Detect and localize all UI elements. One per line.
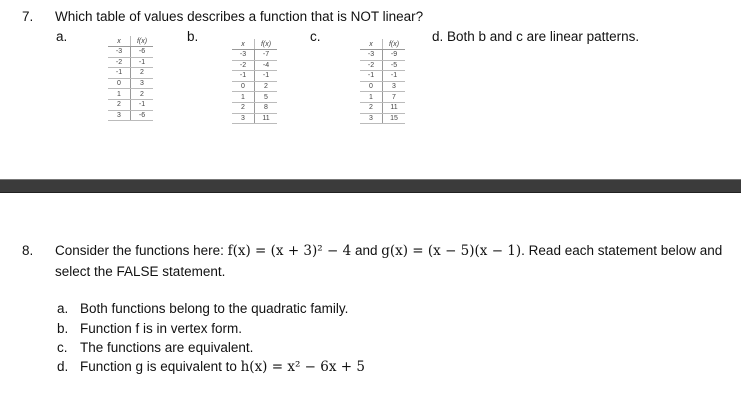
q8-option-d-letter: d. <box>57 359 69 374</box>
table-b-fx-cell: 2 <box>255 81 278 92</box>
q8-option-d-prefix: Function g is equivalent to <box>80 359 241 374</box>
table-c-x-header: x <box>360 39 383 50</box>
q8-f-definition: f(x) = (x + 3)² − 4 <box>227 243 352 259</box>
q8-and: and <box>351 243 382 258</box>
q7-number: 7. <box>22 9 34 24</box>
table-c-fx-cell: -1 <box>383 71 406 82</box>
table-row <box>360 71 405 82</box>
q8-number: 8. <box>22 243 34 258</box>
table-row <box>108 110 153 121</box>
table-row <box>108 47 153 58</box>
table-row <box>360 92 405 103</box>
table-b-x-cell: -3 <box>232 50 255 61</box>
q8-option-d-math: h(x) = x² − 6x + 5 <box>240 359 365 375</box>
table-c-x-cell: 0 <box>360 81 383 92</box>
table-c-fx-header: f(x) <box>383 39 406 50</box>
table-b-fx-cell: -4 <box>255 60 278 71</box>
table-row <box>232 92 277 103</box>
q7-prompt: Which table of values describes a function that is NOT linear? <box>55 9 424 24</box>
table-c-fx-cell: 7 <box>383 92 406 103</box>
table-b-x-cell: -1 <box>232 71 255 82</box>
q8-option-a-text: Both functions belong to the quadratic family. <box>80 301 349 316</box>
table-row <box>360 50 405 61</box>
q8-option-a-letter: a. <box>57 301 69 316</box>
table-row <box>360 60 405 71</box>
table-c-fx-cell: 3 <box>383 81 406 92</box>
table-b-fx-cell: -1 <box>255 71 278 82</box>
q7-table-c <box>360 39 405 124</box>
table-row <box>360 102 405 113</box>
table-a-fx-cell: 2 <box>131 68 154 79</box>
table-row <box>232 81 277 92</box>
table-c-fx-cell: 11 <box>383 102 406 113</box>
table-a-fx-cell: -1 <box>131 99 154 110</box>
q7-option-a-letter: a. <box>56 29 68 44</box>
table-c-x-cell: 3 <box>360 113 383 124</box>
table-b-fx-cell: 5 <box>255 92 278 103</box>
table-row <box>232 71 277 82</box>
table-c-x-cell: 2 <box>360 102 383 113</box>
table-row <box>232 50 277 61</box>
table-b-x-cell: 0 <box>232 81 255 92</box>
table-b-x-cell: 2 <box>232 102 255 113</box>
table-row <box>108 68 153 79</box>
q8-option-c-letter: c. <box>57 340 68 355</box>
q8-option-b-letter: b. <box>57 321 69 336</box>
table-a-x-cell: 1 <box>108 89 131 100</box>
q8-prompt-end: . Read each statement below and <box>521 243 723 258</box>
q7-option-d: d. Both b and c are linear patterns. <box>432 29 640 44</box>
table-a-fx-cell: -1 <box>131 57 154 68</box>
table-row <box>108 99 153 110</box>
table-b-x-header: x <box>232 39 255 50</box>
table-a-x-cell: 0 <box>108 78 131 89</box>
table-b-fx-cell: -7 <box>255 50 278 61</box>
table-a-x-cell: -2 <box>108 57 131 68</box>
table-c-x-cell: -2 <box>360 60 383 71</box>
table-a-fx-cell: -6 <box>131 47 154 58</box>
table-row <box>108 57 153 68</box>
table-row <box>360 113 405 124</box>
table-a-fx-header: f(x) <box>131 36 154 47</box>
q7-option-b-letter: b. <box>187 29 199 44</box>
table-c-fx-cell: -5 <box>383 60 406 71</box>
table-b-x-cell: -2 <box>232 60 255 71</box>
table-row <box>232 60 277 71</box>
table-b-fx-cell: 11 <box>255 113 278 124</box>
table-c-x-cell: -1 <box>360 71 383 82</box>
table-row <box>360 81 405 92</box>
table-a-x-header: x <box>108 36 131 47</box>
q8-prompt-line2: select the FALSE statement. <box>55 264 226 279</box>
table-a-fx-cell: 2 <box>131 89 154 100</box>
table-c-x-cell: -3 <box>360 50 383 61</box>
table-a-fx-cell: 3 <box>131 78 154 89</box>
table-b-fx-header: f(x) <box>255 39 278 50</box>
table-b-x-cell: 3 <box>232 113 255 124</box>
table-row <box>108 89 153 100</box>
table-a-x-cell: 2 <box>108 99 131 110</box>
table-row <box>108 78 153 89</box>
q8-option-c-text: The functions are equivalent. <box>80 340 254 355</box>
q8-prompt-line1 <box>55 243 722 259</box>
table-a-x-cell: -1 <box>108 68 131 79</box>
table-row <box>232 113 277 124</box>
q7-option-c-letter: c. <box>310 29 321 44</box>
table-a-fx-cell: -6 <box>131 110 154 121</box>
table-a-x-cell: -3 <box>108 47 131 58</box>
q8-option-d-text <box>80 359 365 375</box>
section-divider <box>0 179 741 193</box>
q7-table-a <box>108 36 153 121</box>
table-row <box>232 102 277 113</box>
table-a-x-cell: 3 <box>108 110 131 121</box>
q7-table-b <box>232 39 277 124</box>
table-c-fx-cell: -9 <box>383 50 406 61</box>
q8-g-definition: g(x) = (x − 5)(x − 1) <box>381 243 522 259</box>
q8-prompt-start: Consider the functions here: <box>55 243 228 258</box>
table-c-fx-cell: 15 <box>383 113 406 124</box>
table-c-x-cell: 1 <box>360 92 383 103</box>
table-b-x-cell: 1 <box>232 92 255 103</box>
q8-option-b-text: Function f is in vertex form. <box>80 321 243 336</box>
table-b-fx-cell: 8 <box>255 102 278 113</box>
